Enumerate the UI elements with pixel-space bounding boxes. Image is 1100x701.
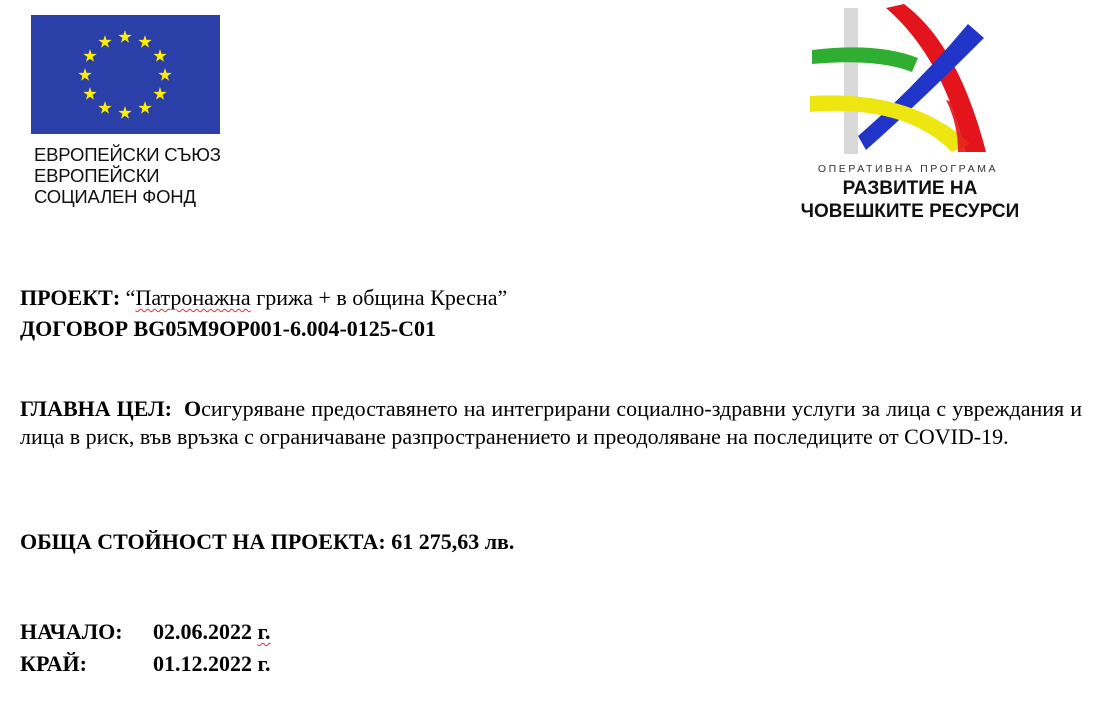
end-label: КРАЙ: [20, 651, 87, 676]
op-hrd-logo-graphic [808, 4, 1004, 156]
start-date: 02.06.2022 [153, 619, 252, 644]
contract-number: ДОГОВОР BG05M9OP001-6.004-0125-C01 [20, 316, 437, 341]
project-label: ПРОЕКТ: [20, 285, 121, 310]
eu-star-icon [118, 30, 132, 44]
eu-star-icon [98, 101, 112, 115]
logo-green-stroke [812, 47, 918, 72]
logo-grey-bar [844, 8, 858, 154]
start-label: НАЧАЛО: [20, 619, 123, 644]
project-name-word: Патронажна [135, 285, 251, 310]
op-title-line2: ЧОВЕШКИТЕ РЕСУРСИ [800, 201, 1020, 222]
eu-star-icon [118, 106, 132, 120]
op-title-line1: РАЗВИТИЕ НА [842, 178, 978, 199]
eu-star-icon [138, 35, 152, 49]
main-goal-first-letter: О [183, 396, 202, 421]
project-name-rest: грижа + в община Кресна [250, 285, 498, 310]
eu-star-icon [153, 87, 167, 101]
main-goal-paragraph [20, 395, 1082, 450]
eu-caption-line: ЕВРОПЕЙСКИ СЪЮЗ [34, 144, 221, 165]
main-goal-label: ГЛАВНА ЦЕЛ: [20, 396, 172, 421]
eu-star-icon [98, 35, 112, 49]
project-line [20, 284, 507, 311]
start-suffix: г. [257, 619, 271, 644]
eu-star-icon [78, 68, 92, 82]
op-program-label: ОПЕРАТИВНА ПРОГРАМА [817, 163, 999, 175]
project-quote-open: “ [125, 285, 136, 310]
eu-caption-line: СОЦИАЛЕН ФОНД [34, 186, 196, 207]
end-date: 01.12.2022 [153, 651, 252, 676]
eu-star-icon [153, 49, 167, 63]
eu-logo-caption [34, 144, 221, 207]
eu-star-icon [138, 101, 152, 115]
eu-caption-line: ЕВРОПЕЙСКИ [34, 165, 160, 186]
start-date-row [20, 618, 271, 645]
eu-star-icon [158, 68, 172, 82]
project-quote-close: ” [497, 285, 508, 310]
end-date-row [20, 650, 271, 677]
eu-star-icon [83, 49, 97, 63]
eu-star-icon [83, 87, 97, 101]
main-goal-text: сигуряване предоставянето на интегрирани социално-здравни услуги за лица с увреждания и лица в риск, във връзка с ограничаване разпространението и преодоляване на последиците от COVID-19. [20, 396, 1082, 449]
total-value: ОБЩА СТОЙНОСТ НА ПРОЕКТА: 61 275,63 лв. [20, 529, 515, 554]
eu-flag-logo [31, 15, 220, 134]
end-suffix: г. [257, 651, 271, 676]
